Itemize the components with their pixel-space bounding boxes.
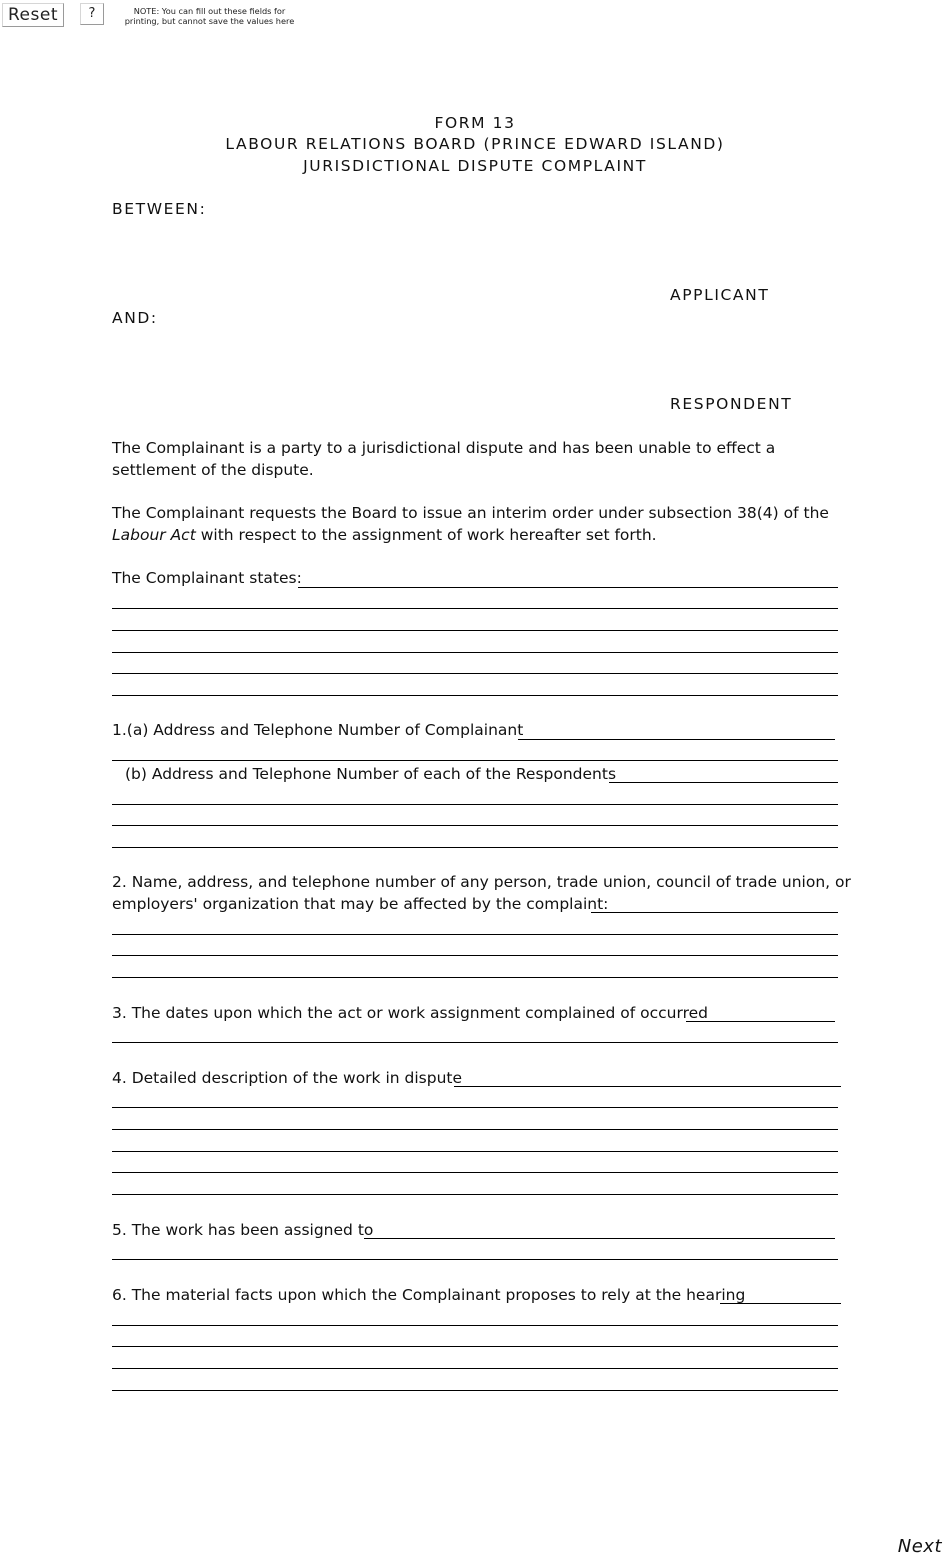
respondents-address-field-line[interactable] xyxy=(112,825,838,826)
dates-field-line[interactable] xyxy=(112,1042,838,1043)
material-facts-field-line[interactable] xyxy=(112,1346,838,1347)
item-1a-label: 1.(a) Address and Telephone Number of Complainant xyxy=(112,721,524,739)
respondents-address-field-line[interactable] xyxy=(112,804,838,805)
respondents-address-field[interactable] xyxy=(609,782,838,783)
form-number: FORM 13 xyxy=(434,114,516,132)
states-field-line[interactable] xyxy=(112,608,838,609)
states-field-line[interactable] xyxy=(112,673,838,674)
affected-parties-field-line[interactable] xyxy=(112,955,838,956)
and-label: AND: xyxy=(112,309,158,327)
assigned-to-field-line[interactable] xyxy=(112,1259,838,1260)
material-facts-field-line[interactable] xyxy=(112,1368,838,1369)
states-field-line[interactable] xyxy=(112,652,838,653)
work-description-field-line[interactable] xyxy=(112,1107,838,1108)
interim-order-paragraph xyxy=(112,502,847,546)
states-field[interactable] xyxy=(298,587,838,588)
fill-note xyxy=(112,6,307,26)
complainant-states-label: The Complainant states: xyxy=(112,569,302,587)
work-description-field-line[interactable] xyxy=(112,1172,838,1173)
labour-act-title: Labour Act xyxy=(112,526,196,544)
respondent-label: RESPONDENT xyxy=(670,395,793,413)
affected-parties-field-line[interactable] xyxy=(112,977,838,978)
item-5-label: 5. The work has been assigned to xyxy=(112,1221,374,1239)
item-3-label: 3. The dates upon which the act or work assignment complained of occurred xyxy=(112,1004,708,1022)
item-6-label: 6. The material facts upon which the Complainant proposes to rely at the hearing xyxy=(112,1286,746,1304)
material-facts-field-line[interactable] xyxy=(112,1390,838,1391)
assigned-to-field[interactable] xyxy=(364,1238,835,1239)
respondents-address-field-line[interactable] xyxy=(112,847,838,848)
board-name: LABOUR RELATIONS BOARD (PRINCE EDWARD ISLAND) xyxy=(225,135,725,153)
states-field-line[interactable] xyxy=(112,695,838,696)
next-link[interactable]: Next xyxy=(897,1536,942,1557)
help-button[interactable]: ? xyxy=(80,3,104,25)
form-title: JURISDICTIONAL DISPUTE COMPLAINT xyxy=(303,157,647,175)
item-4-label: 4. Detailed description of the work in dispute xyxy=(112,1069,463,1087)
applicant-label: APPLICANT xyxy=(670,286,770,304)
reset-button[interactable]: Reset xyxy=(2,3,64,27)
material-facts-field[interactable] xyxy=(720,1303,841,1304)
states-field-line[interactable] xyxy=(112,630,838,631)
affected-parties-field[interactable] xyxy=(591,912,838,913)
dates-field[interactable] xyxy=(686,1021,835,1022)
item-2-label-line2: employers' organization that may be affected by the complaint: xyxy=(112,895,609,913)
complainant-address-field-line[interactable] xyxy=(112,760,838,761)
work-description-field-line[interactable] xyxy=(112,1151,838,1152)
complainant-address-field[interactable] xyxy=(518,739,835,740)
affected-parties-field-line[interactable] xyxy=(112,934,838,935)
work-description-field-line[interactable] xyxy=(112,1129,838,1130)
dispute-paragraph: The Complainant is a party to a jurisdictional dispute and has been unable to effect a settlement of the dispute. xyxy=(112,439,776,479)
fill-note-line2: printing, but cannot save the values here xyxy=(124,16,295,26)
fill-note-line1: NOTE: You can fill out these fields for xyxy=(133,6,286,16)
material-facts-field-line[interactable] xyxy=(112,1325,838,1326)
interim-order-text: The Complainant requests the Board to issue an interim order under subsection 38(4) of the xyxy=(112,504,829,522)
work-description-field-line[interactable] xyxy=(112,1194,838,1195)
item-2-label-line1: 2. Name, address, and telephone number of any person, trade union, council of trade union, or xyxy=(112,873,851,891)
between-label: BETWEEN: xyxy=(112,200,207,218)
interim-order-text-end: with respect to the assignment of work hereafter set forth. xyxy=(195,526,657,544)
item-1b-label: (b) Address and Telephone Number of each of the Respondents xyxy=(125,765,617,783)
work-description-field[interactable] xyxy=(454,1086,841,1087)
